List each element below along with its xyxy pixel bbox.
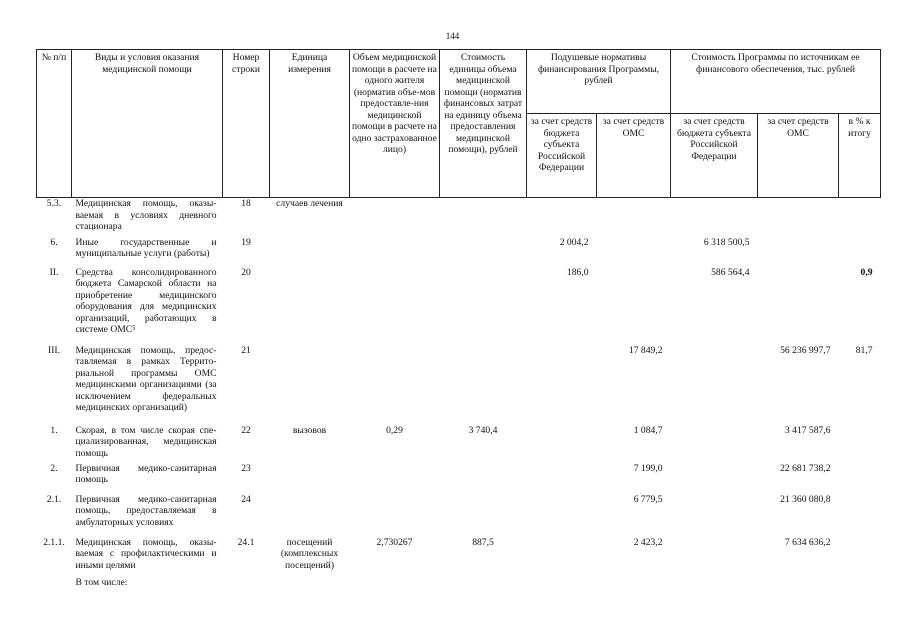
row-pct	[839, 463, 881, 494]
header-cost-budget: за счет средств бюджета субъекта Российской Федерации	[671, 114, 758, 198]
row-volume	[350, 577, 440, 593]
row-num: II.	[49, 266, 59, 278]
row-desc: Средства консолидированного бюджета Самарской области на приобретение медицинского оборудования для медицинских организаций, работающих в системе ОМС⁵	[75, 266, 217, 335]
row-num: 5.3.	[46, 198, 62, 209]
row-unit	[270, 463, 350, 494]
row-pc-oms	[597, 237, 671, 267]
row-pct	[839, 577, 881, 593]
table-row	[37, 463, 881, 494]
row-pc-oms: 17 849,2	[628, 344, 663, 356]
table-row	[37, 198, 881, 237]
header-unit-cost: Стоимость единицы объема медицинской помощи (норматив финансовых затрат на единицу объема предоставления медицинской помощи), рублей	[440, 50, 527, 198]
row-desc: Скорая, в том числе скорая спе-циализированная, медицинская помощь	[75, 424, 217, 459]
table-row	[37, 267, 881, 345]
row-pc-oms: 1 084,7	[633, 424, 663, 436]
page-number: 144	[445, 31, 460, 41]
row-total-oms	[758, 198, 839, 237]
row-cost: 3 740,4	[468, 424, 498, 436]
header-per-capita-norms: Подушевые нормативы финансирования Программы, рублей	[527, 50, 671, 114]
table-row	[37, 425, 881, 463]
table-row	[37, 345, 881, 425]
header-per-capita-oms: за счет средств ОМС	[597, 114, 671, 198]
row-pct	[839, 198, 881, 237]
row-pc-budget	[527, 345, 597, 425]
header-unit: Единица измерения	[270, 50, 350, 198]
row-volume	[350, 267, 440, 345]
row-line: 21	[241, 344, 251, 356]
row-unit	[270, 494, 350, 537]
row-total-oms	[758, 267, 839, 345]
row-pct	[839, 237, 881, 267]
row-line: 20	[241, 266, 251, 278]
row-cost	[440, 198, 527, 237]
row-cost	[440, 494, 527, 537]
header-line: Номер строки	[223, 50, 270, 198]
row-num: 2.	[50, 462, 58, 474]
row-total-oms: 3 417 587,6	[784, 424, 831, 436]
row-num: III.	[48, 344, 60, 356]
row-desc: Первичная медико-санитарная помощь, предоставляемая в амбулаторных условиях	[75, 493, 217, 528]
row-num: 6.	[50, 236, 58, 248]
row-desc: Медицинская помощь, предос-тавляемая в рамках Террито-риальной программы ОМС медицинскими организациями (за исключением федеральных медицинских организаций)	[75, 344, 217, 413]
program-cost-table	[36, 49, 881, 593]
row-num: 2.1.1.	[43, 536, 65, 548]
row-volume: 2,730267	[376, 536, 413, 548]
table-row	[37, 537, 881, 577]
row-cost	[440, 237, 527, 267]
row-volume	[350, 237, 440, 267]
row-pct	[839, 425, 881, 463]
row-volume	[350, 198, 440, 237]
row-unit	[270, 577, 350, 593]
row-total-budget	[671, 494, 758, 537]
row-pc-budget	[527, 494, 597, 537]
row-volume: 0,29	[386, 424, 403, 436]
row-cost: 887,5	[472, 536, 494, 548]
row-cost	[440, 345, 527, 425]
header-kind: Виды и условия оказания медицинской помощи	[72, 50, 223, 198]
row-line: 22	[241, 424, 251, 436]
row-cost	[440, 463, 527, 494]
row-total-budget: 6 318 500,5	[703, 236, 750, 248]
row-line: 18	[241, 198, 251, 209]
row-pc-oms: 2 423,2	[633, 536, 663, 548]
row-total-budget: 586 564,4	[711, 266, 750, 278]
row-pc-budget	[527, 425, 597, 463]
row-total-budget	[671, 463, 758, 494]
table-row	[37, 494, 881, 537]
row-pc-budget: 186,0	[566, 266, 589, 278]
row-line: 24	[241, 493, 251, 505]
row-unit: случаев лечения	[276, 198, 343, 209]
row-unit	[270, 267, 350, 345]
row-line: 24.1	[237, 536, 255, 548]
row-pc-budget	[527, 537, 597, 577]
row-pct: 81,7	[855, 344, 873, 356]
row-pct	[839, 537, 881, 577]
row-line	[223, 577, 270, 593]
row-volume	[350, 463, 440, 494]
row-unit: посещений (комплексных посещений)	[280, 536, 339, 571]
row-desc: В том числе:	[75, 576, 128, 588]
row-pc-budget: 2 004,2	[559, 236, 589, 248]
row-total-oms	[758, 577, 839, 593]
header-volume: Объем медицинской помощи в расчете на одного жителя (норматив объе-мов предоставле-ния медицинской помощи в расчете на одно застрахованное лицо)	[350, 50, 440, 198]
row-total-budget	[671, 537, 758, 577]
row-num	[37, 577, 72, 593]
row-total-budget	[671, 425, 758, 463]
row-total-oms: 7 634 636,2	[784, 536, 831, 548]
row-pc-oms: 7 199,0	[633, 462, 663, 474]
header-per-capita-budget: за счет средств бюджета субъекта Российской Федерации	[527, 114, 597, 198]
row-pc-budget	[527, 463, 597, 494]
row-desc: Первичная медико-санитарная помощь	[75, 462, 217, 485]
row-cost	[440, 267, 527, 345]
row-pc-oms	[597, 577, 671, 593]
row-line: 19	[241, 236, 251, 248]
row-desc: Медицинская помощь, оказы-ваемая с профилактическими и иными целями	[75, 536, 217, 571]
row-desc: Медицинская помощь, оказы-ваемая в условиях дневного стационара	[75, 198, 217, 232]
row-unit	[270, 237, 350, 267]
row-total-budget	[671, 198, 758, 237]
row-cost	[440, 577, 527, 593]
header-num: № п/п	[37, 50, 72, 198]
row-pc-oms	[597, 198, 671, 237]
row-pc-oms	[597, 267, 671, 345]
row-total-oms: 21 360 080,8	[780, 493, 831, 505]
header-program-cost: Стоимость Программы по источникам ее финансового обеспечения, тыс. рублей	[671, 50, 881, 114]
row-total-budget	[671, 577, 758, 593]
row-unit: вызовов	[292, 424, 327, 436]
row-pct	[839, 494, 881, 537]
row-total-budget	[671, 345, 758, 425]
row-total-oms	[758, 237, 839, 267]
header-cost-pct: в % к итогу	[839, 114, 881, 198]
header-cost-oms: за счет средств ОМС	[758, 114, 839, 198]
row-volume	[350, 345, 440, 425]
table-row	[37, 577, 881, 593]
row-total-oms: 56 236 997,7	[780, 344, 831, 356]
row-pc-budget	[527, 577, 597, 593]
row-num: 2.1.	[46, 493, 62, 505]
row-pct: 0,9	[860, 266, 873, 278]
row-pc-oms: 6 779,5	[633, 493, 663, 505]
table-row	[37, 237, 881, 267]
row-volume	[350, 494, 440, 537]
row-total-oms: 22 681 738,2	[780, 462, 831, 474]
row-pc-budget	[527, 198, 597, 237]
row-line: 23	[241, 462, 251, 474]
row-num: 1.	[50, 424, 58, 436]
row-desc: Иные государственные и муниципальные услуги (работы)	[75, 236, 217, 259]
row-unit	[270, 345, 350, 425]
